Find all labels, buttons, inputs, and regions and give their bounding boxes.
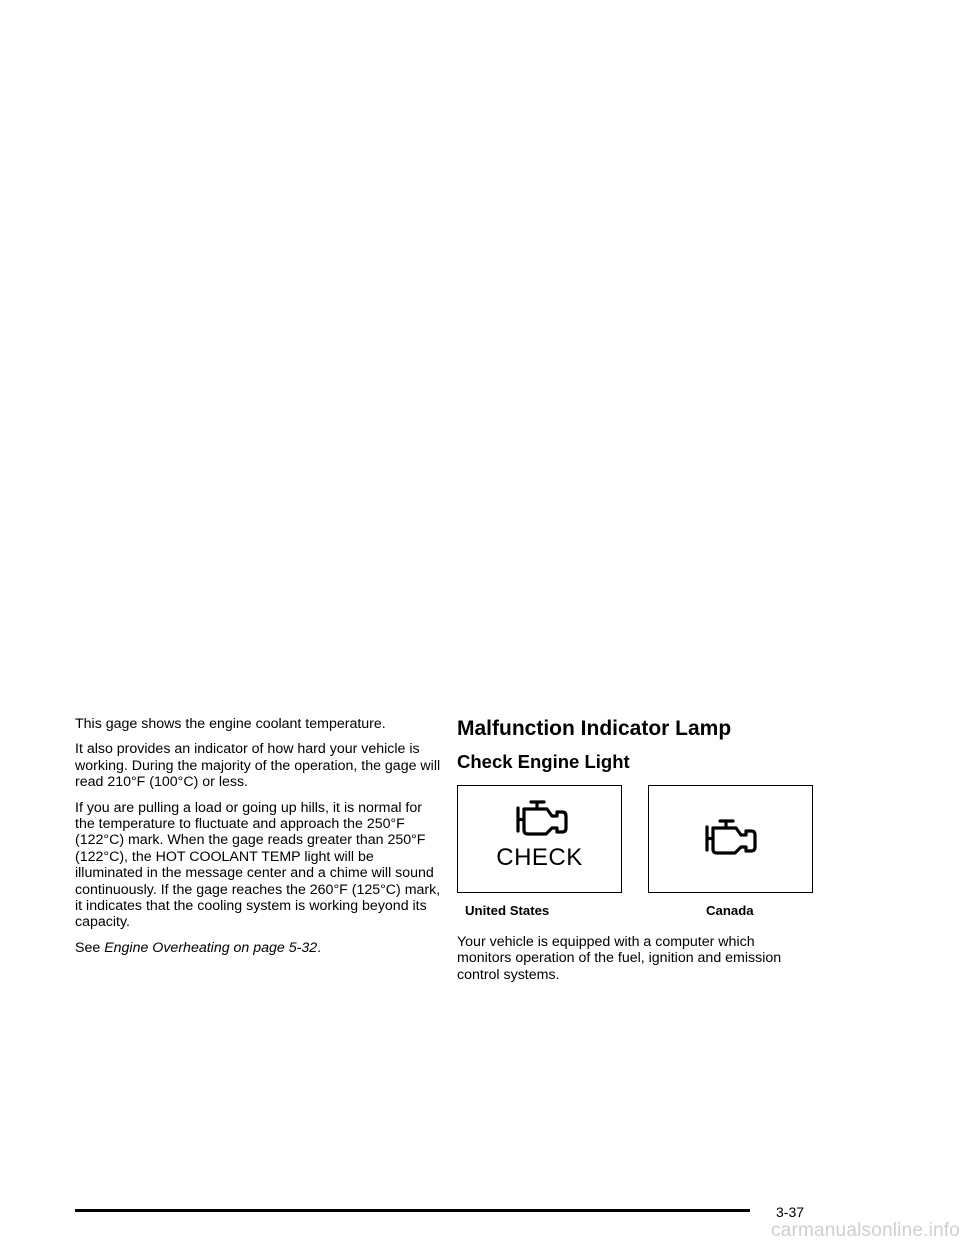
paragraph-coolant-intro: This gage shows the engine coolant temperature.: [75, 716, 386, 732]
canada-check-engine-lamp: [648, 785, 813, 893]
page-number: 3-37: [776, 1204, 805, 1220]
see-prefix: See: [75, 939, 105, 956]
engine-icon: [510, 799, 572, 841]
canada-lamp-caption: Canada: [706, 903, 754, 918]
paragraph-coolant-hot: If you are pulling a load or going up hills, it is normal for the temperature to fluctuate and approach the 250°F (122°C) mark. When the gage reads greater than 250°F (122°C), the HOT COOLANT TEMP light will be illuminated in the message center and a chime will sound continuously. If the gage reaches the 260°F (125°C) mark, it indicates that the cooling system is working beyond its capacity.: [75, 799, 441, 931]
paragraph-computer-monitor: Your vehicle is equipped with a computer which monitors operation of the fuel, ignition and emission control systems.: [457, 934, 782, 983]
watermark: carmanualsonline.info: [771, 1220, 960, 1241]
paragraph-see-reference: [75, 940, 443, 956]
see-suffix: .: [317, 939, 322, 956]
subsection-title: Check Engine Light: [457, 751, 630, 772]
us-lamp-caption: United States: [465, 903, 550, 918]
footer-divider: [75, 1209, 750, 1212]
engine-icon: [699, 818, 761, 860]
coolant-gage-text: [75, 716, 443, 956]
engine-overheating-link[interactable]: Engine Overheating on page 5-32: [104, 939, 318, 956]
check-lamp-label: CHECK: [496, 844, 583, 871]
section-title: Malfunction Indicator Lamp: [457, 717, 732, 740]
paragraph-coolant-normal: It also provides an indicator of how hard your vehicle is working. During the majority of the operation, the gage will read 210°F (100°C) or less.: [75, 741, 441, 791]
us-check-engine-lamp: [457, 785, 622, 893]
